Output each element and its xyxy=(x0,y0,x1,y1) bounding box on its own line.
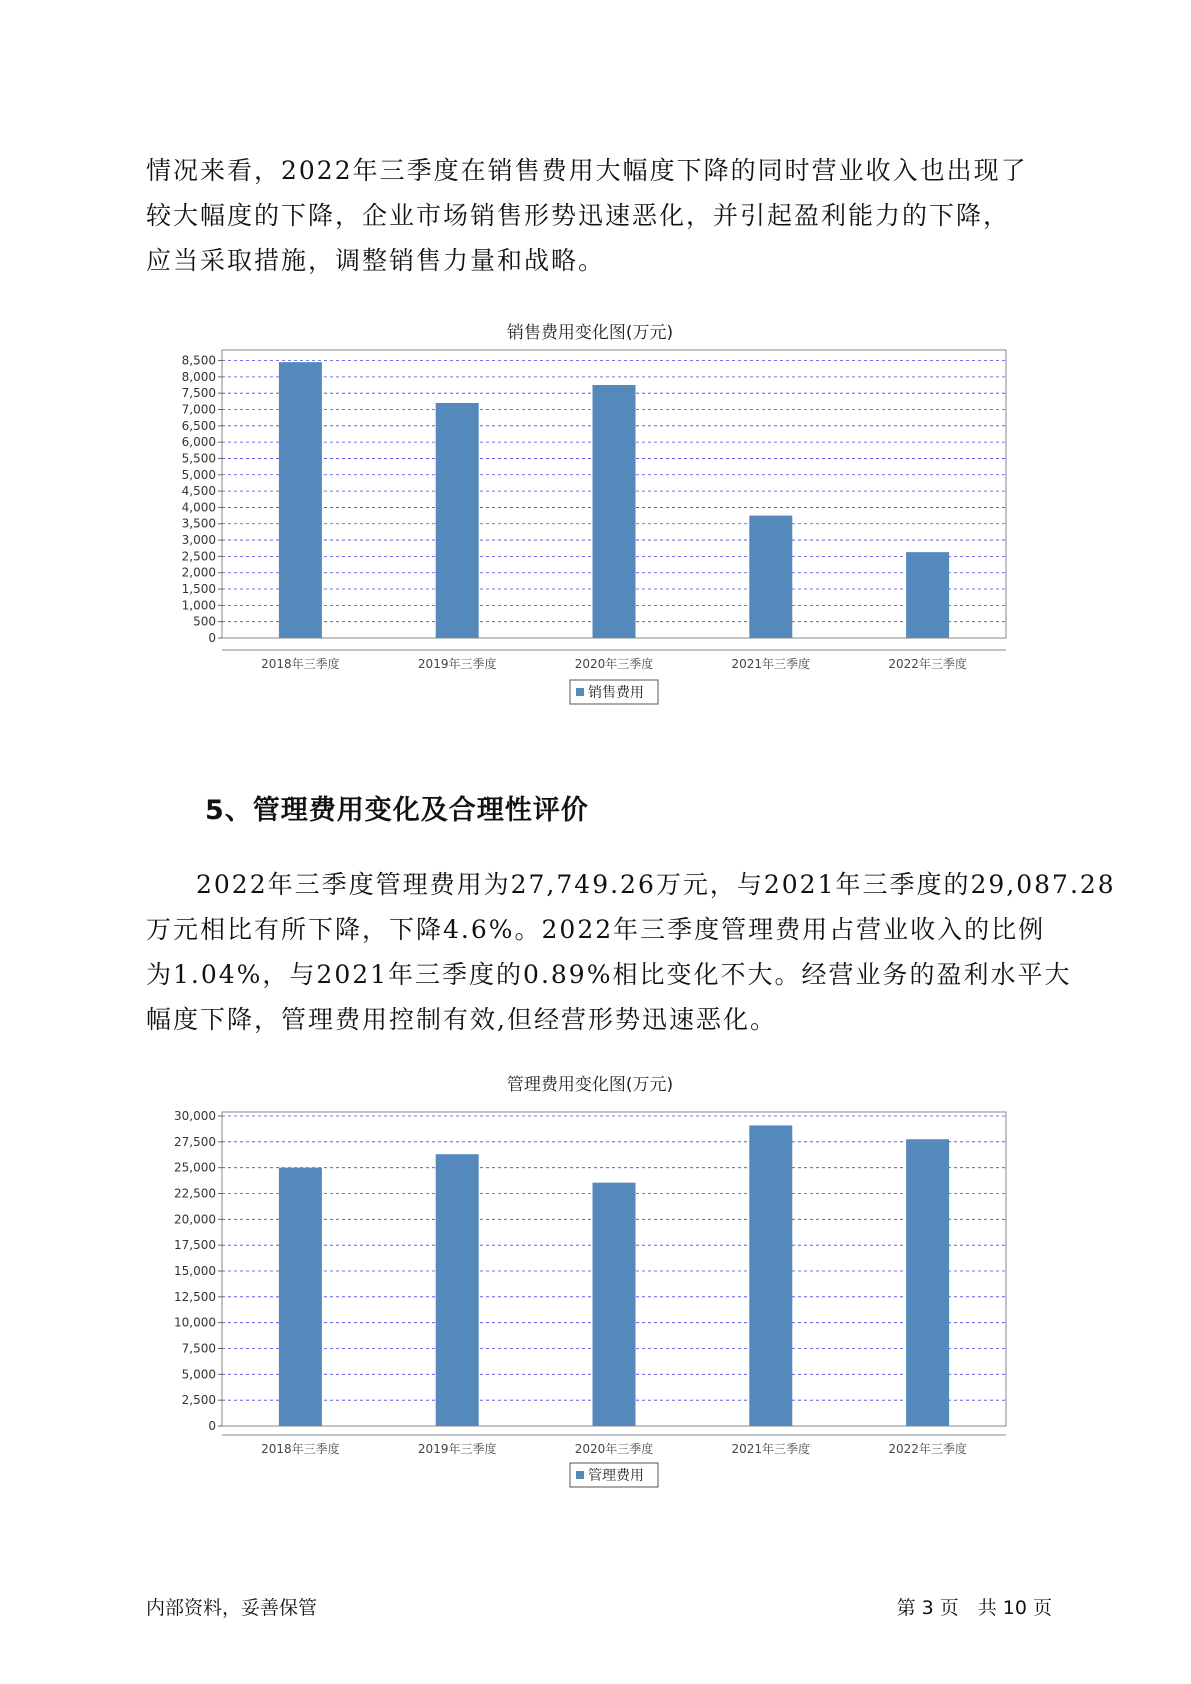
admin-expense-chart xyxy=(160,1070,1020,1520)
y-tick-label: 30,000 xyxy=(174,1109,216,1123)
bar xyxy=(436,403,479,638)
bar xyxy=(749,516,792,638)
y-tick-label: 500 xyxy=(193,614,216,629)
legend-swatch xyxy=(576,688,584,696)
y-tick-label: 7,500 xyxy=(181,1341,216,1356)
sales-expense-chart xyxy=(160,318,1020,768)
y-tick-label: 5,000 xyxy=(181,1367,216,1382)
y-tick-label: 5,000 xyxy=(181,467,216,482)
footer-confidential-note: 内部资料，妥善保管 xyxy=(146,1597,318,1619)
x-tick-label: 2021年三季度 xyxy=(731,1442,811,1456)
y-tick-label: 8,500 xyxy=(181,353,216,368)
x-tick-label: 2022年三季度 xyxy=(888,657,967,671)
bar xyxy=(593,1183,636,1426)
x-tick-label: 2021年三季度 xyxy=(731,657,811,671)
x-tick-label: 2020年三季度 xyxy=(574,657,654,671)
text-line: 万元相比有所下降，下降4.6%。2022年三季度管理费用占营业收入的比例 xyxy=(146,915,1046,944)
text-line: 2022年三季度管理费用为27,749.26万元，与2021年三季度的29,087.28 xyxy=(196,870,1116,899)
text-line: 应当采取措施，调整销售力量和战略。 xyxy=(146,246,606,275)
bar xyxy=(906,552,949,638)
bar xyxy=(279,362,322,638)
y-tick-label: 2,500 xyxy=(181,1393,216,1408)
y-tick-label: 1,500 xyxy=(181,582,216,597)
x-tick-label: 2022年三季度 xyxy=(888,1442,967,1456)
x-tick-label: 2019年三季度 xyxy=(417,1442,497,1456)
bar xyxy=(436,1154,479,1426)
y-tick-label: 15,000 xyxy=(174,1264,216,1278)
y-tick-label: 7,500 xyxy=(181,386,216,401)
bar xyxy=(749,1125,792,1426)
paragraph-sales-summary xyxy=(146,148,1086,283)
y-tick-label: 1,000 xyxy=(181,598,216,613)
y-tick-label: 3,000 xyxy=(181,533,216,548)
y-tick-label: 22,500 xyxy=(174,1186,216,1201)
legend-swatch xyxy=(576,1471,584,1479)
y-tick-label: 8,000 xyxy=(181,369,216,384)
text-line: 幅度下降，管理费用控制有效,但经营形势迅速恶化。 xyxy=(146,1005,777,1034)
text-line: 情况来看，2022年三季度在销售费用大幅度下降的同时营业收入也出现了 xyxy=(146,156,1028,185)
y-tick-label: 6,000 xyxy=(181,435,216,450)
chart-title: 管理费用变化图(万元) xyxy=(506,1075,674,1095)
y-tick-label: 27,500 xyxy=(174,1134,216,1149)
footer-page-number: 第 3 页 共 10 页 xyxy=(896,1597,1052,1619)
bar xyxy=(279,1168,322,1426)
bar xyxy=(906,1139,949,1426)
x-tick-label: 2019年三季度 xyxy=(417,657,497,671)
paragraph-admin-expense xyxy=(146,862,1116,1042)
y-tick-label: 4,000 xyxy=(181,500,216,515)
y-tick-label: 3,500 xyxy=(181,516,216,531)
text-line: 为1.04%，与2021年三季度的0.89%相比变化不大。经营业务的盈利水平大 xyxy=(146,960,1072,989)
y-tick-label: 17,500 xyxy=(174,1238,216,1253)
x-tick-label: 2018年三季度 xyxy=(261,1442,340,1456)
y-tick-label: 0 xyxy=(208,631,216,645)
y-tick-label: 0 xyxy=(208,1419,216,1433)
chart-title: 销售费用变化图(万元) xyxy=(506,323,674,343)
y-tick-label: 5,500 xyxy=(181,451,216,466)
y-tick-label: 2,500 xyxy=(181,549,216,564)
legend-label: 销售费用 xyxy=(588,685,644,701)
y-tick-label: 2,000 xyxy=(181,565,216,580)
section-heading: 5、管理费用变化及合理性评价 xyxy=(205,795,589,826)
y-tick-label: 12,500 xyxy=(174,1289,216,1304)
text-line: 较大幅度的下降，企业市场销售形势迅速恶化，并引起盈利能力的下降， xyxy=(146,201,1011,230)
y-tick-label: 6,500 xyxy=(181,418,216,433)
x-tick-label: 2018年三季度 xyxy=(261,657,340,671)
y-tick-label: 4,500 xyxy=(181,484,216,499)
admin-expense-chart-svg xyxy=(160,1070,1020,1520)
x-tick-label: 2020年三季度 xyxy=(574,1442,654,1456)
sales-expense-chart-svg xyxy=(160,318,1020,768)
y-tick-label: 20,000 xyxy=(174,1212,216,1227)
y-tick-label: 7,000 xyxy=(181,402,216,417)
legend-label: 管理费用 xyxy=(588,1468,644,1484)
y-tick-label: 10,000 xyxy=(174,1315,216,1330)
y-tick-label: 25,000 xyxy=(174,1160,216,1175)
bar xyxy=(593,385,636,638)
